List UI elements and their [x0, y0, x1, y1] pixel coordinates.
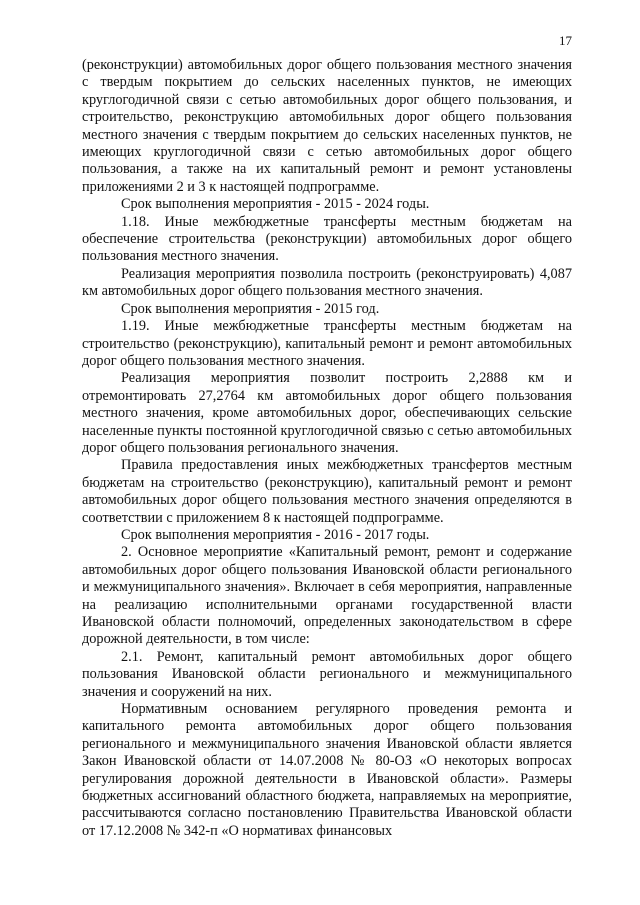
paragraph-2: Срок выполнения мероприятия - 2015 - 2024 годы.: [121, 196, 430, 213]
paragraph-7: Реализация мероприятия позволит построить 2,2888 км и отремонтировать 27,2764 км автомобильных дорог общего пользования местного значения, кроме автомобильных дорог, обеспечивающих сельские населенные пункты постоянной круглогодичной связью с сетью автомобильных дорог общего пользования регионального значения.: [82, 370, 572, 456]
paragraph-10: 2. Основное мероприятие «Капитальный ремонт, ремонт и содержание автомобильных дорог общего пользования Ивановской области регионального и межмуниципального значения». Включает в себя мероприятия, направленные на реализацию исполнительными органами государственной власти Ивановской области полномочий, определенных законодательством в сфере дорожной деятельности, в том числе:: [82, 544, 572, 648]
paragraph-12: Нормативным основанием регулярного проведения ремонта и капитального ремонта автомобильных дорог общего пользования регионального и межмуниципального значения Ивановской области является Закон Ивановской области от 14.07.2008 № 80-ОЗ «О некоторых вопросах регулирования дорожной деятельности в Ивановской области». Размеры бюджетных ассигнований областного бюджета, направляемых на мероприятие, рассчитываются согласно постановлению Правительства Ивановской области от 17.12.2008 № 342-п «О нормативах финансовых: [82, 701, 572, 839]
page-number: 17: [559, 33, 572, 48]
paragraph-5: Срок выполнения мероприятия - 2015 год.: [121, 300, 380, 317]
paragraph-8: Правила предоставления иных межбюджетных трансфертов местным бюджетам на строительство (реконструкцию), капитальный ремонт и ремонт автомобильных дорог общего пользования местного значения определяются в соответствии с приложением 8 к настоящей подпрограмме.: [82, 457, 572, 526]
paragraph-1: (реконструкции) автомобильных дорог общего пользования местного значения с твердым покрытием до сельских населенных пунктов, не имеющих круглогодичной связи с сетью автомобильных дорог общего пользования, и строительство, реконструкцию автомобильных дорог общего пользования местного значения с твердым покрытием до сельских населенных пунктов, не имеющих круглогодичной связи с сетью автомобильных дорог общего пользования, а также на их капитальный ремонт и ремонт установлены приложениями 2 и 3 к настоящей подпрограмме.: [82, 57, 572, 195]
paragraph-6: 1.19. Иные межбюджетные трансферты местным бюджетам на строительство (реконструкцию), капитальный ремонт и ремонт автомобильных дорог общего пользования местного значения.: [82, 318, 572, 369]
document-body: [82, 57, 572, 840]
paragraph-4: Реализация мероприятия позволила построить (реконструировать) 4,087 км автомобильных дорог общего пользования местного значения.: [82, 265, 572, 300]
paragraph-11: 2.1. Ремонт, капитальный ремонт автомобильных дорог общего пользования Ивановской области регионального и межмуниципального значения и сооружений на них.: [82, 648, 572, 700]
paragraph-3: 1.18. Иные межбюджетные трансферты местным бюджетам на обеспечение строительства (реконструкции) автомобильных дорог общего пользования местного значения.: [82, 213, 572, 265]
paragraph-9: Срок выполнения мероприятия - 2016 - 2017 годы.: [121, 526, 430, 543]
